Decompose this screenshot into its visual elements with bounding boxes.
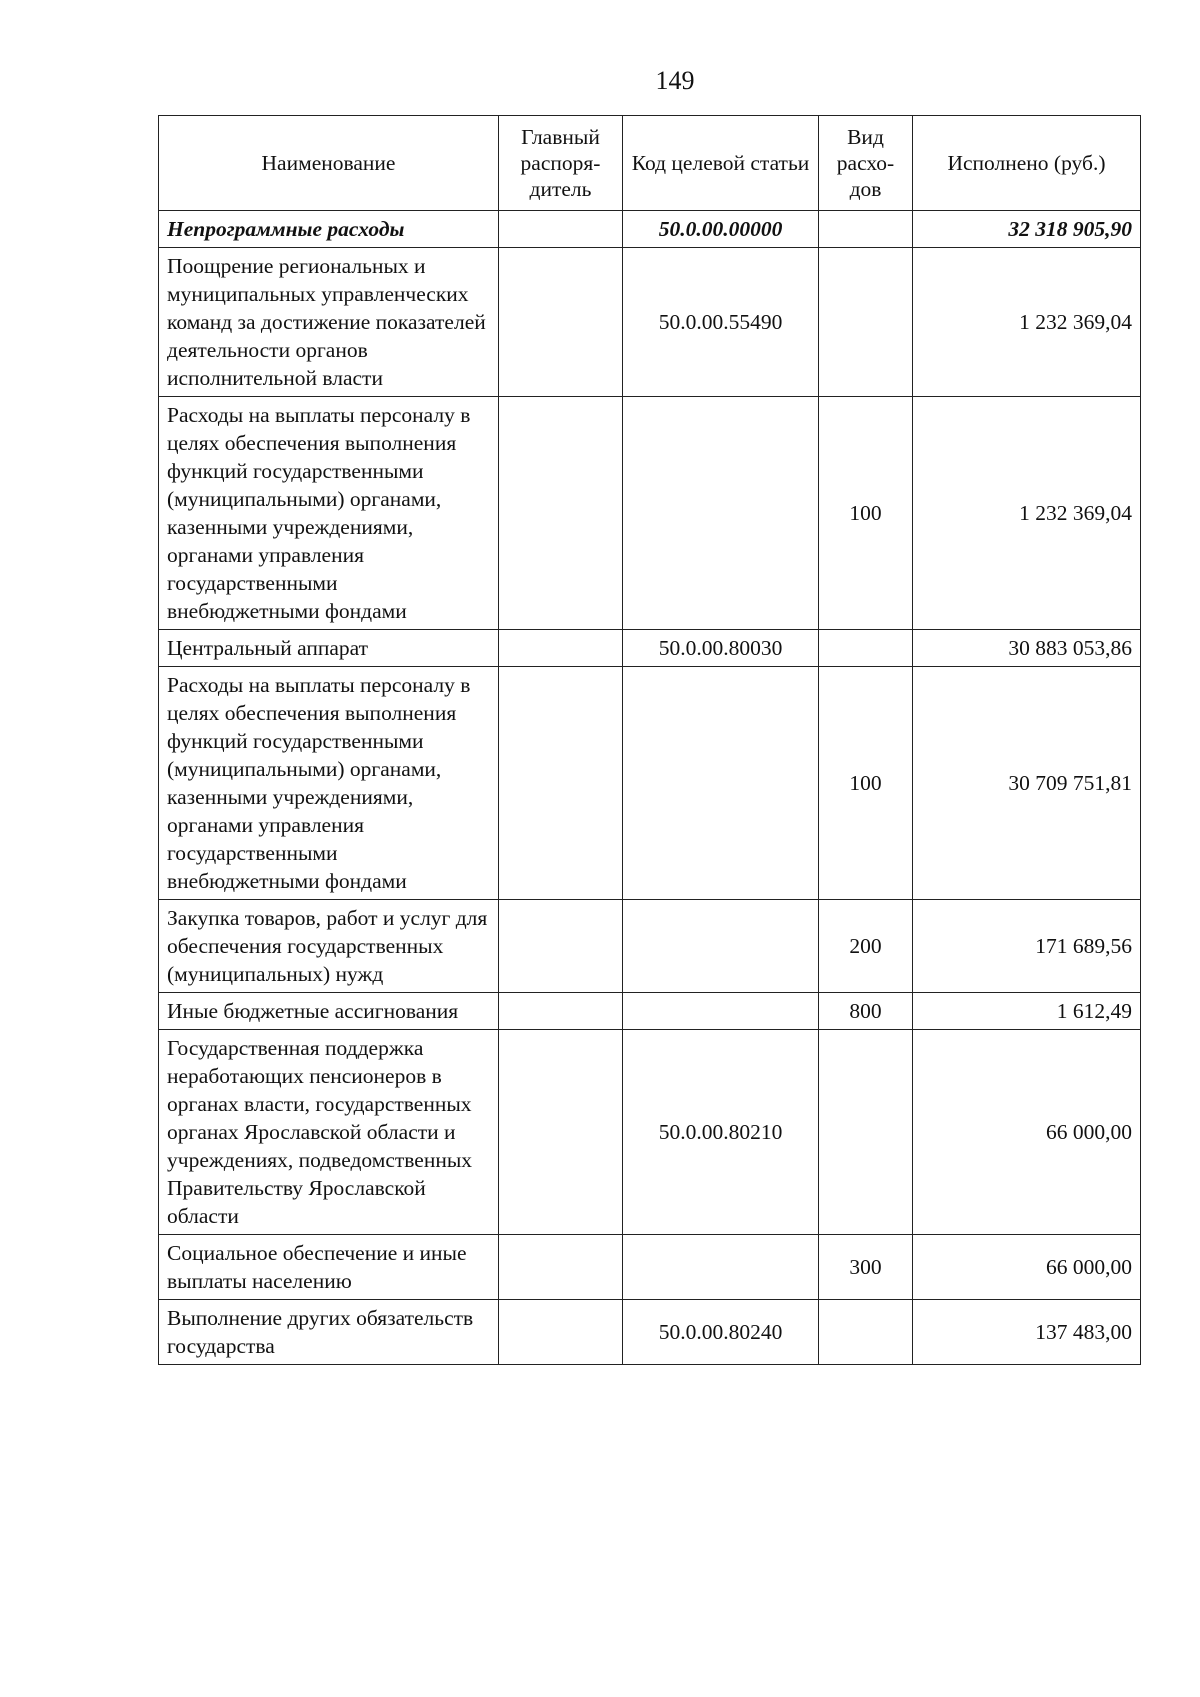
row-main-manager <box>499 248 623 397</box>
row-main-manager <box>499 397 623 630</box>
table-row <box>159 248 1141 397</box>
row-amount: 30 709 751,81 <box>913 667 1141 900</box>
row-code: 50.0.00.00000 <box>623 211 819 248</box>
row-type <box>819 1300 913 1365</box>
header-target-code: Код целевой статьи <box>623 116 819 211</box>
row-code <box>623 900 819 993</box>
row-amount: 1 232 369,04 <box>913 397 1141 630</box>
row-name: Социальное обеспечение и иные выплаты населению <box>159 1235 499 1300</box>
row-type: 200 <box>819 900 913 993</box>
row-code: 50.0.00.80210 <box>623 1030 819 1235</box>
row-name: Иные бюджетные ассигнования <box>159 993 499 1030</box>
row-amount: 171 689,56 <box>913 900 1141 993</box>
row-name: Выполнение других обязательств государства <box>159 1300 499 1365</box>
row-main-manager <box>499 1030 623 1235</box>
row-type <box>819 211 913 248</box>
header-executed: Исполнено (руб.) <box>913 116 1141 211</box>
row-code: 50.0.00.80240 <box>623 1300 819 1365</box>
row-code <box>623 993 819 1030</box>
table-header-row <box>159 116 1141 211</box>
row-code <box>623 397 819 630</box>
row-name: Расходы на выплаты персоналу в целях обеспечения выполнения функций государственными (муниципальными) органами, казенными учреждениями, органами управления государственными внебюджетными фондами <box>159 397 499 630</box>
row-name: Государственная поддержка неработающих пенсионеров в органах власти, государственных органах Ярославской области и учреждениях, подведомственных Правительству Ярославской области <box>159 1030 499 1235</box>
row-code <box>623 1235 819 1300</box>
row-main-manager <box>499 900 623 993</box>
row-amount: 66 000,00 <box>913 1030 1141 1235</box>
table-row <box>159 1300 1141 1365</box>
row-type: 800 <box>819 993 913 1030</box>
row-amount: 32 318 905,90 <box>913 211 1141 248</box>
row-main-manager <box>499 1300 623 1365</box>
row-amount: 1 232 369,04 <box>913 248 1141 397</box>
row-main-manager <box>499 630 623 667</box>
budget-execution-table <box>158 115 1141 1365</box>
table-row <box>159 993 1141 1030</box>
table-row <box>159 1235 1141 1300</box>
row-code: 50.0.00.55490 <box>623 248 819 397</box>
row-amount: 30 883 053,86 <box>913 630 1141 667</box>
row-name: Закупка товаров, работ и услуг для обеспечения государственных (муниципальных) нужд <box>159 900 499 993</box>
table-row <box>159 667 1141 900</box>
table-row <box>159 397 1141 630</box>
page-number: 149 <box>655 66 695 95</box>
row-main-manager <box>499 211 623 248</box>
row-name: Расходы на выплаты персоналу в целях обеспечения выполнения функций государственными (муниципальными) органами, казенными учреждениями, органами управления государственными внебюджетными фондами <box>159 667 499 900</box>
row-type <box>819 1030 913 1235</box>
row-type <box>819 248 913 397</box>
row-main-manager <box>499 667 623 900</box>
row-main-manager <box>499 993 623 1030</box>
row-code: 50.0.00.80030 <box>623 630 819 667</box>
header-name: Наименование <box>159 116 499 211</box>
row-type: 100 <box>819 667 913 900</box>
table-row <box>159 630 1141 667</box>
row-name: Поощрение региональных и муниципальных управленческих команд за достижение показателей деятельности органов исполнительной власти <box>159 248 499 397</box>
row-code <box>623 667 819 900</box>
header-expense-type: Вид расхо-дов <box>819 116 913 211</box>
table-row <box>159 211 1141 248</box>
table-row <box>159 900 1141 993</box>
row-type <box>819 630 913 667</box>
row-amount: 137 483,00 <box>913 1300 1141 1365</box>
row-type: 300 <box>819 1235 913 1300</box>
row-name: Центральный аппарат <box>159 630 499 667</box>
row-amount: 66 000,00 <box>913 1235 1141 1300</box>
row-amount: 1 612,49 <box>913 993 1141 1030</box>
row-main-manager <box>499 1235 623 1300</box>
row-name: Непрограммные расходы <box>159 211 499 248</box>
header-main-manager: Главный распоря-дитель <box>499 116 623 211</box>
row-type: 100 <box>819 397 913 630</box>
table-row <box>159 1030 1141 1235</box>
